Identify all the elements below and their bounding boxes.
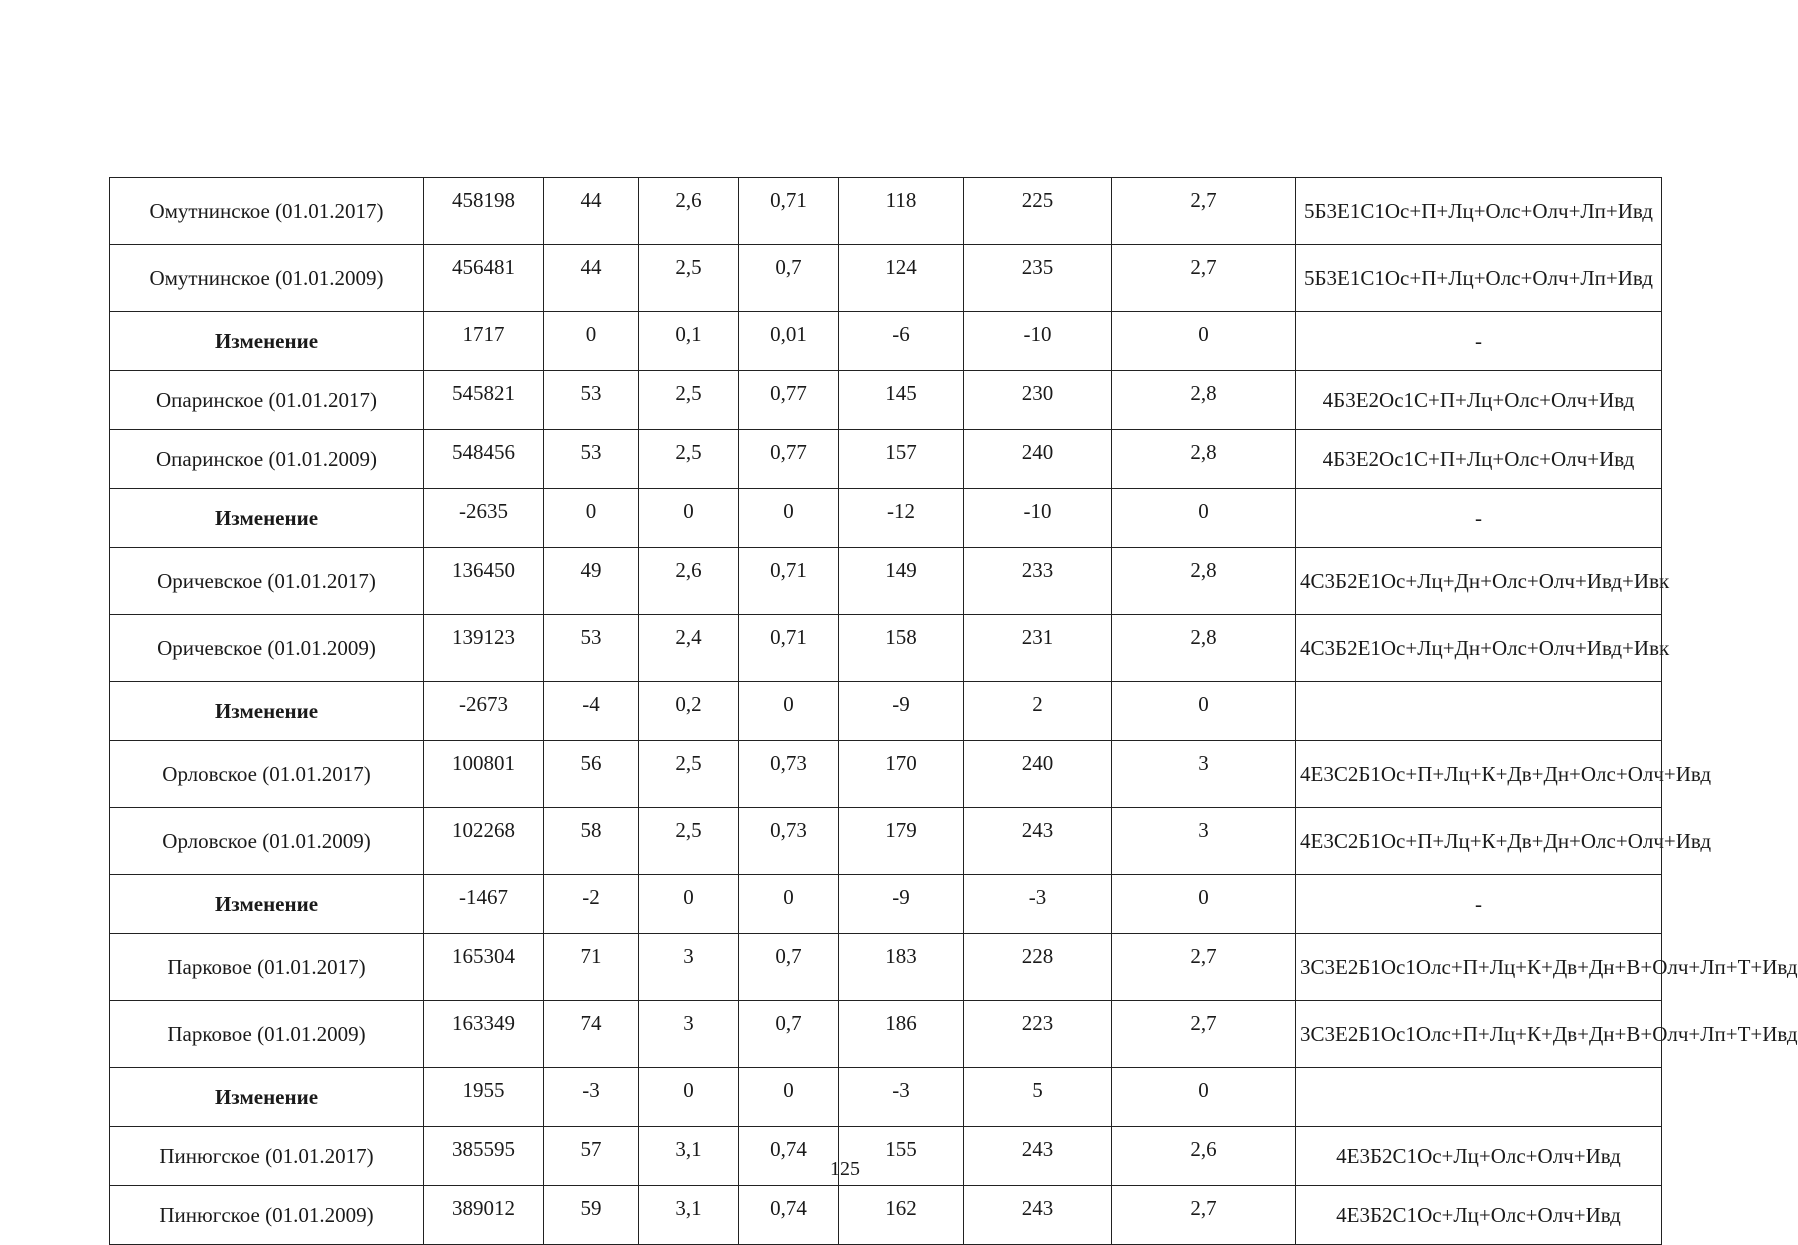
cell-stock-per-ha: 179: [839, 808, 964, 875]
cell-total-area: 456481: [424, 245, 544, 312]
cell-species-composition: 4Е3С2Б1Ос+П+Лц+К+Дв+Дн+Олс+Олч+Ивд: [1296, 741, 1662, 808]
cell-site-class: 3: [639, 934, 739, 1001]
cell-mature-stock-per-ha: 235: [964, 245, 1112, 312]
cell-mature-stock-per-ha: 240: [964, 741, 1112, 808]
cell-species-composition: 4Е3Б2С1Ос+Лц+Олс+Олч+Ивд: [1296, 1127, 1662, 1186]
cell-stock-per-ha: 124: [839, 245, 964, 312]
cell-forestry-name: Оричевское (01.01.2017): [110, 548, 424, 615]
cell-site-class: 2,4: [639, 615, 739, 682]
table-row: [110, 741, 1662, 808]
cell-total-area: 163349: [424, 1001, 544, 1068]
cell-density: 0,71: [739, 615, 839, 682]
cell-mature-stock-per-ha: 231: [964, 615, 1112, 682]
cell-mean-age: 57: [544, 1127, 639, 1186]
cell-density: 0,01: [739, 312, 839, 371]
cell-density: 0: [739, 1068, 839, 1127]
table-row: [110, 430, 1662, 489]
cell-mean-age: 44: [544, 245, 639, 312]
cell-growth-per-ha: 2,8: [1112, 548, 1296, 615]
cell-density: 0,77: [739, 371, 839, 430]
cell-forestry-name: Изменение: [110, 489, 424, 548]
cell-density: 0,71: [739, 178, 839, 245]
table-row-change: [110, 875, 1662, 934]
cell-stock-per-ha: 145: [839, 371, 964, 430]
cell-species-composition: 4Б3Е2Ос1С+П+Лц+Олс+Олч+Ивд: [1296, 430, 1662, 489]
cell-growth-per-ha: 0: [1112, 489, 1296, 548]
cell-site-class: 2,5: [639, 245, 739, 312]
table-row: [110, 934, 1662, 1001]
cell-species-composition: -: [1296, 875, 1662, 934]
cell-forestry-name: Опаринское (01.01.2017): [110, 371, 424, 430]
cell-mature-stock-per-ha: 233: [964, 548, 1112, 615]
table-row-change: [110, 489, 1662, 548]
cell-stock-per-ha: 158: [839, 615, 964, 682]
cell-growth-per-ha: 2,8: [1112, 371, 1296, 430]
cell-mature-stock-per-ha: 223: [964, 1001, 1112, 1068]
cell-forestry-name: Омутнинское (01.01.2009): [110, 245, 424, 312]
cell-species-composition: -: [1296, 489, 1662, 548]
cell-mean-age: 49: [544, 548, 639, 615]
cell-stock-per-ha: 157: [839, 430, 964, 489]
cell-site-class: 3,1: [639, 1127, 739, 1186]
cell-site-class: 2,6: [639, 548, 739, 615]
cell-stock-per-ha: 183: [839, 934, 964, 1001]
cell-total-area: 136450: [424, 548, 544, 615]
table-row-change: [110, 312, 1662, 371]
cell-site-class: 2,5: [639, 430, 739, 489]
cell-total-area: 139123: [424, 615, 544, 682]
cell-species-composition: 4Е3Б2С1Ос+Лц+Олс+Олч+Ивд: [1296, 1186, 1662, 1245]
cell-growth-per-ha: 2,7: [1112, 1001, 1296, 1068]
cell-mature-stock-per-ha: 243: [964, 808, 1112, 875]
cell-density: 0,77: [739, 430, 839, 489]
forest-fund-table: [109, 177, 1798, 1245]
cell-total-area: 1955: [424, 1068, 544, 1127]
cell-stock-per-ha: -12: [839, 489, 964, 548]
cell-density: 0: [739, 489, 839, 548]
table-row-change: [110, 682, 1662, 741]
cell-species-composition: 4С3Б2Е1Ос+Лц+Дн+Олс+Олч+Ивд+Ивк: [1296, 548, 1662, 615]
cell-growth-per-ha: 0: [1112, 1068, 1296, 1127]
cell-growth-per-ha: 2,8: [1112, 615, 1296, 682]
cell-growth-per-ha: 2,6: [1112, 1127, 1296, 1186]
cell-total-area: -1467: [424, 875, 544, 934]
cell-density: 0,7: [739, 1001, 839, 1068]
cell-growth-per-ha: 0: [1112, 312, 1296, 371]
cell-mean-age: 0: [544, 312, 639, 371]
cell-stock-per-ha: 186: [839, 1001, 964, 1068]
table-row: [110, 178, 1662, 245]
cell-mean-age: 71: [544, 934, 639, 1001]
cell-growth-per-ha: 0: [1112, 682, 1296, 741]
cell-total-area: 100801: [424, 741, 544, 808]
cell-stock-per-ha: -9: [839, 875, 964, 934]
cell-mature-stock-per-ha: 230: [964, 371, 1112, 430]
page-number: 125: [830, 1158, 860, 1180]
cell-density: 0: [739, 875, 839, 934]
cell-site-class: 3: [639, 1001, 739, 1068]
cell-site-class: 0: [639, 489, 739, 548]
cell-site-class: 2,6: [639, 178, 739, 245]
cell-stock-per-ha: 155: [839, 1127, 964, 1186]
cell-mean-age: 58: [544, 808, 639, 875]
cell-forestry-name: Орловское (01.01.2017): [110, 741, 424, 808]
table-row: [110, 1001, 1662, 1068]
cell-mean-age: 53: [544, 430, 639, 489]
cell-total-area: 1717: [424, 312, 544, 371]
cell-stock-per-ha: -6: [839, 312, 964, 371]
cell-forestry-name: Изменение: [110, 1068, 424, 1127]
cell-forestry-name: Изменение: [110, 875, 424, 934]
cell-forestry-name: Парковое (01.01.2009): [110, 1001, 424, 1068]
cell-density: 0,73: [739, 808, 839, 875]
cell-mean-age: -4: [544, 682, 639, 741]
cell-growth-per-ha: 2,7: [1112, 934, 1296, 1001]
cell-site-class: 0: [639, 875, 739, 934]
cell-density: 0,7: [739, 245, 839, 312]
cell-site-class: 2,5: [639, 741, 739, 808]
cell-forestry-name: Изменение: [110, 682, 424, 741]
table-row: [110, 371, 1662, 430]
cell-mean-age: 56: [544, 741, 639, 808]
cell-density: 0,74: [739, 1186, 839, 1245]
cell-stock-per-ha: -9: [839, 682, 964, 741]
cell-site-class: 2,5: [639, 808, 739, 875]
cell-forestry-name: Пинюгское (01.01.2017): [110, 1127, 424, 1186]
cell-species-composition: 5Б3Е1С1Ос+П+Лц+Олс+Олч+Лп+Ивд: [1296, 178, 1662, 245]
cell-total-area: -2635: [424, 489, 544, 548]
cell-mature-stock-per-ha: 228: [964, 934, 1112, 1001]
cell-mean-age: 74: [544, 1001, 639, 1068]
table-row-change: [110, 1068, 1662, 1127]
table-row: [110, 808, 1662, 875]
cell-total-area: 165304: [424, 934, 544, 1001]
cell-mean-age: -2: [544, 875, 639, 934]
table-body: [110, 178, 1798, 1245]
cell-mean-age: -3: [544, 1068, 639, 1127]
cell-total-area: 385595: [424, 1127, 544, 1186]
cell-species-composition: 3С3Е2Б1Ос1Олс+П+Лц+К+Дв+Дн+В+Олч+Лп+Т+Ивд: [1296, 1001, 1662, 1068]
cell-total-area: -2673: [424, 682, 544, 741]
cell-mature-stock-per-ha: 240: [964, 430, 1112, 489]
cell-forestry-name: Пинюгское (01.01.2009): [110, 1186, 424, 1245]
cell-total-area: 389012: [424, 1186, 544, 1245]
cell-mature-stock-per-ha: 5: [964, 1068, 1112, 1127]
cell-mean-age: 44: [544, 178, 639, 245]
cell-site-class: 0: [639, 1068, 739, 1127]
cell-species-composition: [1296, 1068, 1662, 1127]
cell-total-area: 548456: [424, 430, 544, 489]
cell-mature-stock-per-ha: -10: [964, 489, 1112, 548]
cell-forestry-name: Изменение: [110, 312, 424, 371]
cell-growth-per-ha: 3: [1112, 808, 1296, 875]
cell-site-class: 0,1: [639, 312, 739, 371]
cell-growth-per-ha: 2,8: [1112, 430, 1296, 489]
cell-mature-stock-per-ha: 243: [964, 1186, 1112, 1245]
cell-density: 0: [739, 682, 839, 741]
cell-forestry-name: Оричевское (01.01.2009): [110, 615, 424, 682]
cell-mature-stock-per-ha: 243: [964, 1127, 1112, 1186]
cell-growth-per-ha: 2,7: [1112, 178, 1296, 245]
cell-density: 0,7: [739, 934, 839, 1001]
table-row: [110, 548, 1662, 615]
cell-mature-stock-per-ha: 2: [964, 682, 1112, 741]
table-row: [110, 245, 1662, 312]
cell-growth-per-ha: 2,7: [1112, 245, 1296, 312]
cell-mature-stock-per-ha: -3: [964, 875, 1112, 934]
cell-stock-per-ha: 170: [839, 741, 964, 808]
cell-growth-per-ha: 0: [1112, 875, 1296, 934]
cell-stock-per-ha: -3: [839, 1068, 964, 1127]
cell-stock-per-ha: 118: [839, 178, 964, 245]
cell-species-composition: 5Б3Е1С1Ос+П+Лц+Олс+Олч+Лп+Ивд: [1296, 245, 1662, 312]
cell-density: 0,71: [739, 548, 839, 615]
cell-site-class: 0,2: [639, 682, 739, 741]
cell-site-class: 2,5: [639, 371, 739, 430]
cell-species-composition: [1296, 682, 1662, 741]
cell-mean-age: 59: [544, 1186, 639, 1245]
cell-total-area: 458198: [424, 178, 544, 245]
cell-species-composition: 4С3Б2Е1Ос+Лц+Дн+Олс+Олч+Ивд+Ивк: [1296, 615, 1662, 682]
cell-growth-per-ha: 3: [1112, 741, 1296, 808]
table-row: [110, 1186, 1662, 1245]
cell-forestry-name: Орловское (01.01.2009): [110, 808, 424, 875]
cell-species-composition: 3С3Е2Б1Ос1Олс+П+Лц+К+Дв+Дн+В+Олч+Лп+Т+Ивд: [1296, 934, 1662, 1001]
cell-mean-age: 53: [544, 615, 639, 682]
cell-mean-age: 0: [544, 489, 639, 548]
cell-mean-age: 53: [544, 371, 639, 430]
cell-forestry-name: Опаринское (01.01.2009): [110, 430, 424, 489]
cell-stock-per-ha: 162: [839, 1186, 964, 1245]
cell-density: 0,73: [739, 741, 839, 808]
cell-species-composition: 4Е3С2Б1Ос+П+Лц+К+Дв+Дн+Олс+Олч+Ивд: [1296, 808, 1662, 875]
cell-total-area: 102268: [424, 808, 544, 875]
cell-site-class: 3,1: [639, 1186, 739, 1245]
cell-mature-stock-per-ha: -10: [964, 312, 1112, 371]
cell-density: 0,74: [739, 1127, 839, 1186]
cell-species-composition: 4Б3Е2Ос1С+П+Лц+Олс+Олч+Ивд: [1296, 371, 1662, 430]
cell-total-area: 545821: [424, 371, 544, 430]
cell-growth-per-ha: 2,7: [1112, 1186, 1296, 1245]
cell-species-composition: -: [1296, 312, 1662, 371]
table-row: [110, 615, 1662, 682]
cell-stock-per-ha: 149: [839, 548, 964, 615]
cell-mature-stock-per-ha: 225: [964, 178, 1112, 245]
cell-forestry-name: Парковое (01.01.2017): [110, 934, 424, 1001]
cell-forestry-name: Омутнинское (01.01.2017): [110, 178, 424, 245]
